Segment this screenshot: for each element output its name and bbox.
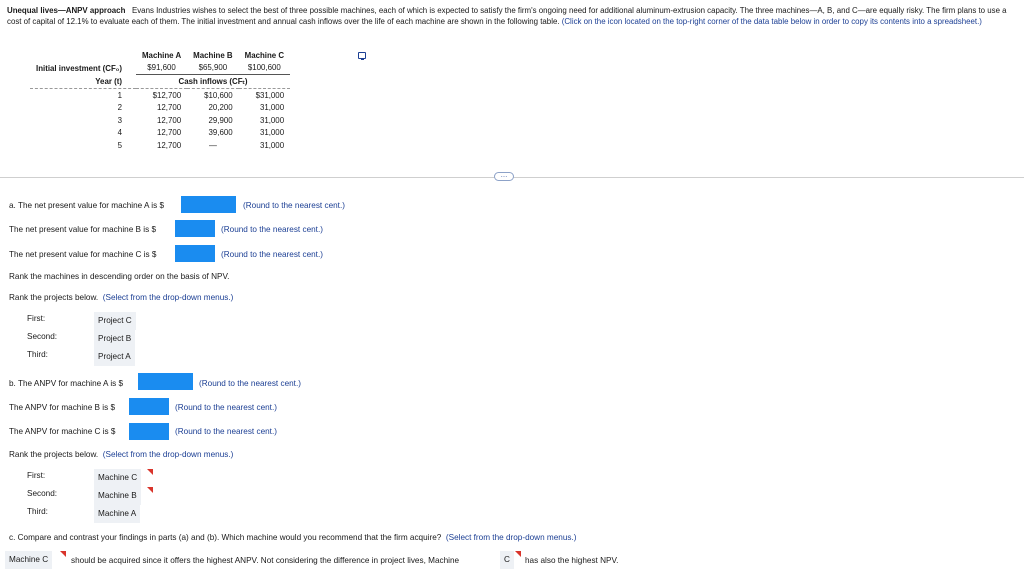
cell-b: $10,600: [204, 90, 233, 100]
anpv-c-input[interactable]: [129, 423, 169, 440]
copy-hint: (Click on the icon located on the top-right corner of the data table below in order to copy its contents into a spreadsheet.): [561, 17, 982, 27]
npv-c-input[interactable]: [175, 245, 215, 262]
anpv-rank-prompt: Rank the projects below. (Select from the drop-down menus.): [9, 450, 234, 459]
npv-second-label: Second:: [27, 332, 58, 341]
npv-c-round-hint: (Round to the nearest cent.): [221, 250, 323, 259]
problem-intro: [7, 5, 1017, 27]
incorrect-flag-icon: [515, 551, 521, 557]
npv-rank-prompt: Rank the projects below. (Select from the drop-down menus.): [9, 293, 234, 302]
year-cell: 4: [117, 128, 122, 138]
incorrect-flag-icon: [147, 469, 153, 475]
year-cell: 5: [117, 140, 122, 150]
cell-a: 12,700: [157, 115, 182, 125]
cell-b: 29,900: [208, 115, 233, 125]
initial-a: $91,600: [136, 62, 187, 75]
col-machine-a: Machine A: [141, 50, 182, 60]
year-label: Year (t): [30, 75, 136, 89]
npv-b-round-hint: (Round to the nearest cent.): [221, 225, 323, 234]
anpv-second-label: Second:: [27, 489, 58, 498]
anpv-a-round-hint: (Round to the nearest cent.): [199, 379, 301, 388]
anpv-third-select[interactable]: Machine A: [94, 505, 140, 523]
incorrect-flag-icon: [60, 551, 66, 557]
highest-npv-select[interactable]: C: [500, 551, 514, 569]
year-cell: 2: [117, 103, 122, 113]
data-table: [30, 49, 290, 152]
npv-a-input[interactable]: [181, 196, 236, 213]
npv-rank-instruction: Rank the machines in descending order on the basis of NPV.: [9, 272, 230, 281]
cell-a: 12,700: [157, 140, 182, 150]
problem-text: Evans Industries wishes to select the best of three possible machines, each of which is expected to satisfy the firm's ongoing need for additional aluminum-extrusion capacity. The three machines—A, B, and C—are equally risky. The firm plans to use a cost of capital of 12.1% to evaluate each of them. The initial investment and annual cash inflows over the life of each machine are shown in the following table.: [7, 6, 1007, 27]
anpv-rank-hint: (Select from the drop-down menus.): [102, 450, 234, 459]
initial-b: $65,900: [187, 62, 238, 75]
npv-first-label: First:: [27, 314, 46, 323]
problem-title: Unequal lives—ANPV approach: [7, 6, 126, 15]
npv-first-select[interactable]: Project C: [94, 312, 136, 330]
anpv-first-label: First:: [27, 471, 46, 480]
cell-b: —: [208, 140, 217, 150]
part-c-sentence: should be acquired since it offers the highest ANPV. Not considering the difference in project lives, Machine: [71, 556, 460, 565]
anpv-b-round-hint: (Round to the nearest cent.): [175, 403, 277, 412]
anpv-third-label: Third:: [27, 507, 48, 516]
part-c-hint: (Select from the drop-down menus.): [445, 533, 577, 542]
cell-a: 12,700: [157, 103, 182, 113]
anpv-first-select[interactable]: Machine C: [94, 469, 141, 487]
copy-to-spreadsheet-icon[interactable]: [358, 52, 366, 59]
npv-third-label: Third:: [27, 350, 48, 359]
year-cell: 3: [117, 115, 122, 125]
npv-b-label: The net present value for machine B is $: [9, 225, 156, 234]
npv-a-label: a. The net present value for machine A is $: [9, 201, 165, 210]
cell-a: 12,700: [157, 128, 182, 138]
col-machine-c: Machine C: [244, 50, 285, 60]
incorrect-flag-icon: [147, 487, 153, 493]
cell-c: $31,000: [255, 90, 285, 100]
anpv-a-label: b. The ANPV for machine A is $: [9, 379, 124, 388]
part-c-sentence-end: has also the highest NPV.: [525, 556, 619, 565]
npv-third-select[interactable]: Project A: [94, 348, 135, 366]
cell-c: 31,000: [259, 140, 285, 150]
initial-investment-label: Initial investment (CF₀): [36, 63, 122, 73]
npv-second-select[interactable]: Project B: [94, 330, 135, 348]
cell-b: 20,200: [208, 103, 233, 113]
cell-c: 31,000: [259, 128, 285, 138]
year-cell: 1: [117, 90, 122, 100]
col-machine-b: Machine B: [193, 50, 233, 60]
anpv-second-select[interactable]: Machine B: [94, 487, 141, 505]
initial-c: $100,600: [239, 62, 290, 75]
recommend-machine-select[interactable]: Machine C: [5, 551, 52, 569]
anpv-c-label: The ANPV for machine C is $: [9, 427, 116, 436]
cash-inflows-label: Cash inflows (CFₜ): [136, 75, 290, 89]
npv-c-label: The net present value for machine C is $: [9, 250, 157, 259]
anpv-b-label: The ANPV for machine B is $: [9, 403, 116, 412]
cell-a: $12,700: [152, 90, 182, 100]
cell-b: 39,600: [208, 128, 233, 138]
cell-c: 31,000: [259, 103, 285, 113]
anpv-c-round-hint: (Round to the nearest cent.): [175, 427, 277, 436]
part-c-question: c. Compare and contrast your findings in parts (a) and (b). Which machine would you recommend that the firm acquire? (Select from the drop-down menus.): [9, 533, 577, 542]
cell-c: 31,000: [259, 115, 285, 125]
npv-b-input[interactable]: [175, 220, 215, 237]
npv-a-round-hint: (Round to the nearest cent.): [243, 201, 345, 210]
anpv-b-input[interactable]: [129, 398, 169, 415]
anpv-a-input[interactable]: [138, 373, 193, 390]
expand-button[interactable]: …: [494, 172, 514, 181]
npv-rank-hint: (Select from the drop-down menus.): [102, 293, 234, 302]
